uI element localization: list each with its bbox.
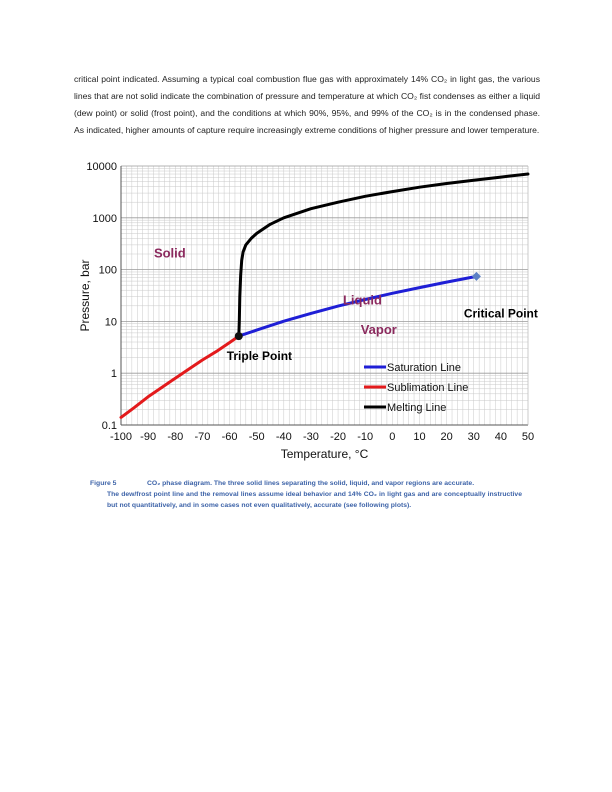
triple-point-marker (235, 332, 243, 340)
annotation-liquid: Liquid (342, 292, 382, 308)
caption-rest: The dew/frost point line and the removal lines assume ideal behavior and 14% CO₂ in light gas and are conceptually instructive but not quantitatively, and in some cases not even qualitatively, accurate (see following plots). (107, 491, 522, 509)
y-axis-label: Pressure, bar (78, 259, 92, 332)
y-tick-label: 10 (104, 316, 117, 329)
annotation-critical-point: Critical Point (463, 306, 538, 321)
legend-entry: Melting Line (387, 402, 447, 414)
x-tick-label: 40 (494, 431, 507, 443)
x-axis-label: Temperature, °C (280, 447, 369, 461)
x-tick-label: -70 (194, 431, 211, 443)
y-tick-label: 0.1 (101, 420, 117, 432)
x-tick-label: 10 (413, 431, 426, 443)
x-tick-label: -30 (302, 431, 319, 443)
figure-caption (90, 478, 522, 511)
x-tick-label: 20 (440, 431, 453, 443)
x-tick-label: -80 (167, 431, 184, 443)
y-tick-label: 1000 (92, 212, 117, 225)
x-tick-label: 0 (389, 431, 396, 443)
x-tick-label: -50 (248, 431, 265, 443)
legend-entry: Saturation Line (387, 362, 461, 374)
legend-entry: Sublimation Line (387, 382, 469, 394)
x-tick-label: -60 (221, 431, 238, 443)
y-tick-label: 100 (98, 264, 117, 277)
y-tick-label: 10000 (86, 161, 117, 173)
annotation-vapor: Vapor (360, 322, 397, 338)
x-tick-label: 50 (521, 431, 535, 443)
x-tick-label: -90 (140, 431, 157, 443)
x-tick-label: 30 (467, 431, 480, 443)
caption-line-1: CO₂ phase diagram. The three solid lines separating the solid, liquid, and vapor regions are accurate. (147, 480, 475, 487)
y-tick-label: 1 (110, 368, 117, 381)
figure-label: Figure 5 (90, 480, 117, 487)
x-tick-label: -20 (330, 431, 347, 443)
x-tick-label: -40 (275, 431, 292, 443)
annotation-triple-point: Triple Point (226, 348, 293, 363)
body-paragraph: critical point indicated. Assuming a typical coal combustion flue gas with approximately 14% CO₂ in light gas, the various lines that are not solid indicate the combination of pressure and temperature at which CO₂ fist condenses as either a liquid (dew point) or solid (frost point), and the conditions at which 90%, 95%, and 99% of the CO₂ is in the condensed phase. As indicated, higher amounts of capture require increasingly extreme conditions of higher pressure and lower temperature. (74, 74, 540, 135)
annotation-solid: Solid (153, 245, 186, 261)
x-tick-label: -10 (357, 431, 374, 443)
x-tick-label: -100 (109, 431, 133, 443)
